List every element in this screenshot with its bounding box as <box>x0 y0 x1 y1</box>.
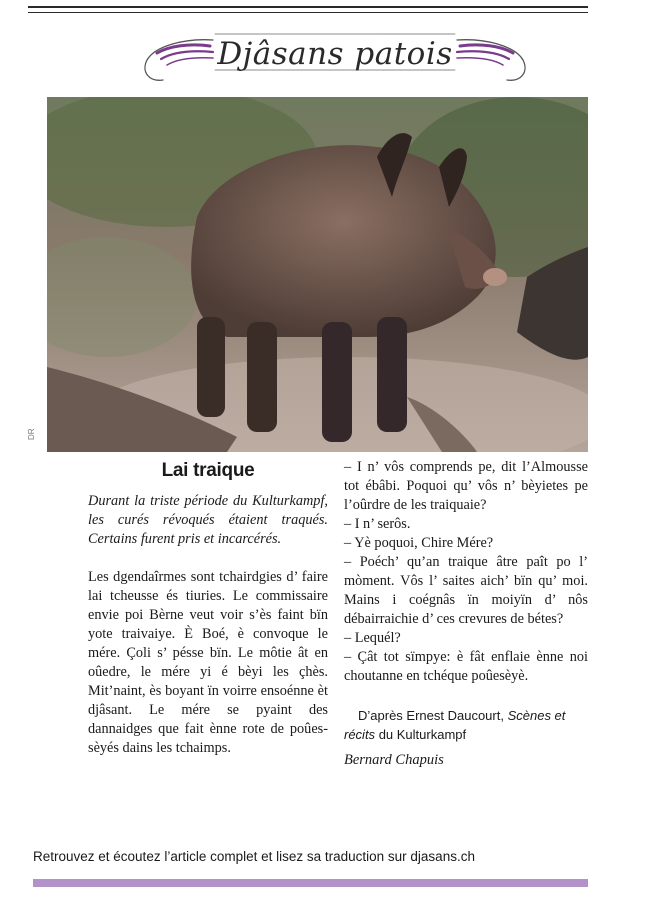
top-rule <box>28 6 588 8</box>
article-column-right <box>344 458 588 769</box>
article-body: Les dgendaîrmes sont tchairdgies d’ faire lai tcheusse és tiuries. Le commissaire envie poi Bèrne veut voir s’ès faint bïn yote traivaiye. È Boé, è convoque le mére. Çoli s’ pésse bïn. Le môtie ât en oûedre, le mére yi é bèyi les çhès. Mit’naint, ès boyant ïn voirre ensoénne èt djâsant. Le mére se pyaint des dannaidges que fait ènne rote de poûes-sèyés dains les tchaimps. <box>88 569 328 756</box>
dialogue-line: – I n’ vôs comprends pe, dit l’Almousse tot ébâbi. Poquoi qu’ vôs n’ bèyietes pe l’oûrdre de les traiquaie? <box>344 459 588 513</box>
article-source <box>344 706 588 744</box>
article-photo <box>47 97 588 452</box>
source-title: Scènes et récits <box>344 708 566 742</box>
dialogue-line: – Poéch’ qu’an traique âtre paît po l’ mòment. Vôs l’ saites aich’ bïn qu’ moi. Mains i coégnâs ïn moiyïn d’ nôs débairraichie d’ ces crevures de bétes? <box>344 554 588 627</box>
dialogue-line: – Çât tot sïmpye: è fât enflaie ènne noi choutanne en tchéque poûesèyè. <box>344 649 588 684</box>
masthead <box>135 26 535 88</box>
source-suffix: du Kulturkampf <box>378 727 467 742</box>
article-lead: Durant la triste période du Kulturkampf, les curés révoqués étaient traqués. Certains furent pris et incarcérés. <box>88 493 328 547</box>
article-title: Lai traique <box>161 460 255 481</box>
article-author: Bernard Chapuis <box>344 752 444 768</box>
dialogue-line: – I n’ serôs. <box>344 516 411 532</box>
article-column-left <box>88 460 328 758</box>
top-rule-thin <box>28 12 588 13</box>
section-title: Djâsans patois <box>217 36 453 72</box>
footer-link-text: Retrouvez et écoutez l’article complet et lisez sa traduction sur djasans.ch <box>33 849 475 864</box>
footer-bar <box>33 879 588 887</box>
photo-credit: DR <box>27 428 36 440</box>
dialogue-line: – Yè poquoi, Chire Mére? <box>344 535 494 551</box>
dialogue-line: – Lequél? <box>344 630 401 646</box>
wild-boar-image <box>47 97 588 452</box>
source-prefix: D’après Ernest Daucourt, <box>358 708 504 723</box>
dialogue <box>344 458 588 686</box>
